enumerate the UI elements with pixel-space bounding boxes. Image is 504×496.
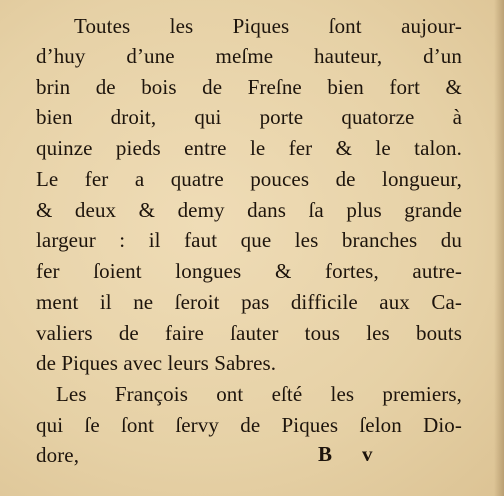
catchword: v <box>362 442 373 466</box>
text-line: largeur : il faut que les branches du <box>36 228 462 252</box>
text-line: Toutes les Piques ſont aujour- <box>74 14 462 38</box>
page-edge-shadow <box>494 0 504 496</box>
text-line: dore, <box>36 443 80 467</box>
text-line: d’huy d’une meſme hauteur, d’un <box>36 44 462 68</box>
text-line: valiers de faire ſauter tous les bouts <box>36 321 462 345</box>
text-line: Les François ont eſté les premiers, <box>56 382 462 406</box>
text-line: ment il ne ſeroit pas difficile aux Ca- <box>36 290 462 314</box>
text-line: qui ſe ſont ſervy de Piques ſelon Dio- <box>36 413 462 437</box>
text-line: & deux & demy dans ſa plus grande <box>36 198 462 222</box>
text-line: bien droit, qui porte quatorze à <box>36 105 462 129</box>
text-line: de Piques avec leurs Sabres. <box>36 351 277 375</box>
text-line: brin de bois de Freſne bien fort & <box>36 75 462 99</box>
text-line: fer ſoient longues & fortes, autre- <box>36 259 462 283</box>
text-line: Le fer a quatre pouces de longueur, <box>36 167 462 191</box>
text-line: quinze pieds entre le fer & le talon. <box>36 136 462 160</box>
signature-mark: B <box>318 442 333 466</box>
